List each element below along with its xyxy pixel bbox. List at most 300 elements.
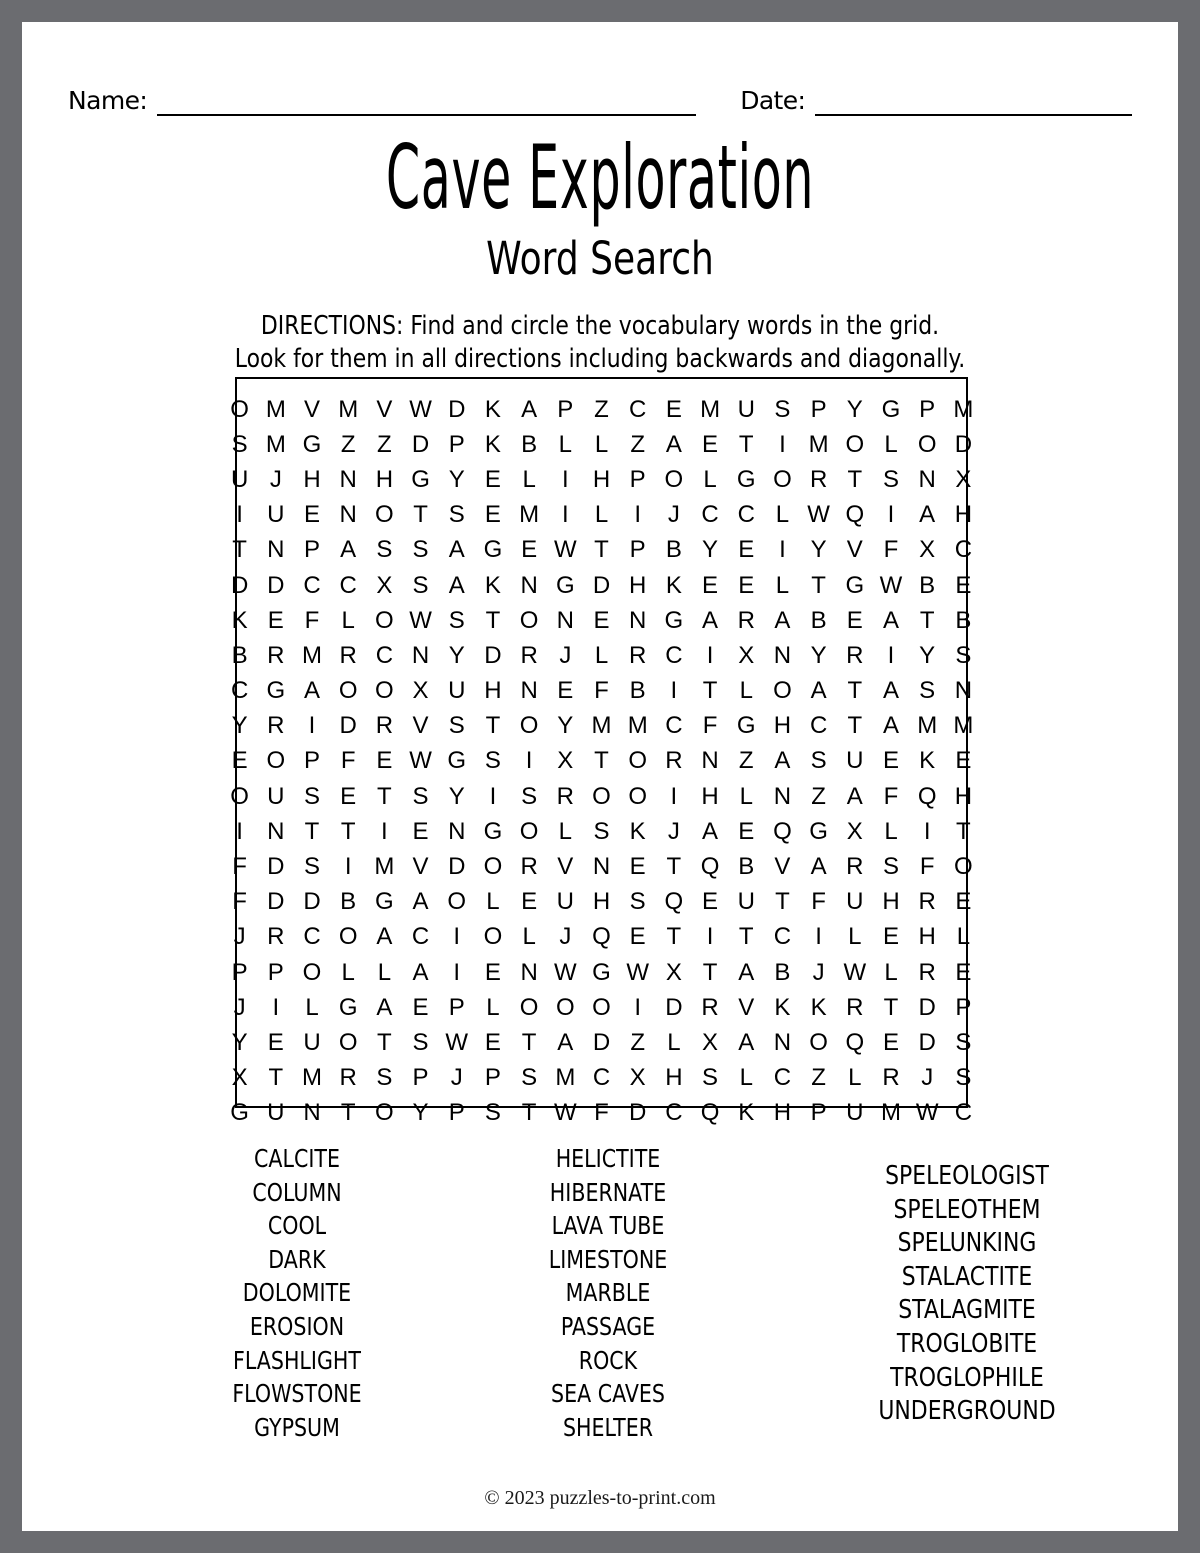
grid-cell[interactable]: X [557,747,574,775]
grid-cell[interactable]: K [665,571,682,599]
word-list-item[interactable]: SHELTER [562,1412,654,1442]
grid-cell[interactable]: N [918,465,936,493]
grid-cell[interactable]: S [521,782,538,810]
grid-cell[interactable]: H [773,712,792,740]
grid-cell[interactable]: O [845,430,865,458]
grid-cell[interactable]: H [375,465,394,493]
grid-cell[interactable]: L [341,606,355,634]
grid-cell[interactable]: A [448,571,465,599]
grid-cell[interactable]: L [377,958,392,986]
grid-cell[interactable]: S [412,1028,429,1056]
grid-cell[interactable]: A [702,606,719,634]
grid-cell[interactable]: I [525,747,533,775]
grid-cell[interactable]: O [809,1028,828,1056]
name-input-line[interactable] [157,114,696,116]
grid-cell[interactable]: O [230,782,249,810]
grid-cell[interactable]: B [521,430,538,458]
grid-cell[interactable]: T [304,817,320,845]
grid-cell[interactable]: K [629,817,646,845]
word-list-item[interactable]: DOLOMITE [242,1278,352,1308]
grid-cell[interactable]: G [483,536,503,564]
grid-cell[interactable]: W [553,958,577,986]
grid-cell[interactable]: I [236,817,243,845]
grid-cell[interactable]: O [628,782,648,810]
grid-cell[interactable]: S [448,501,465,529]
grid-cell[interactable]: A [774,747,791,775]
grid-cell[interactable]: E [882,1028,899,1056]
word-list-item[interactable]: SPELEOLOGIST [885,1161,1049,1191]
grid-cell[interactable]: N [411,641,430,669]
grid-cell[interactable]: E [702,430,719,458]
grid-cell[interactable]: P [267,958,284,986]
grid-cell[interactable]: R [267,641,285,669]
grid-cell[interactable]: N [629,606,647,634]
grid-cell[interactable]: U [556,888,574,916]
grid-cell[interactable]: S [882,853,899,881]
grid-cell[interactable]: V [738,993,755,1021]
grid-cell[interactable]: U [230,465,249,493]
grid-cell[interactable]: E [484,465,501,493]
grid-cell[interactable]: A [340,536,357,564]
grid-cell[interactable]: E [267,1028,284,1056]
grid-cell[interactable]: X [919,536,936,564]
grid-cell[interactable]: V [774,853,791,881]
grid-cell[interactable]: I [815,923,822,951]
grid-cell[interactable]: A [557,1028,574,1056]
grid-cell[interactable]: W [553,1099,577,1127]
grid-cell[interactable]: G [338,993,358,1021]
grid-cell[interactable]: Z [594,395,609,423]
grid-cell[interactable]: O [302,958,322,986]
grid-cell[interactable]: Y [231,1028,248,1056]
grid-cell[interactable]: P [810,395,827,423]
grid-cell[interactable]: A [919,501,936,529]
grid-cell[interactable]: A [376,923,393,951]
grid-cell[interactable]: T [702,677,718,705]
grid-cell[interactable]: J [450,1064,463,1092]
grid-cell[interactable]: L [703,465,717,493]
grid-cell[interactable]: L [775,501,790,529]
grid-cell[interactable]: H [701,782,719,810]
grid-cell[interactable]: C [701,501,719,529]
grid-cell[interactable]: L [594,430,609,458]
grid-cell[interactable]: A [738,1028,755,1056]
grid-cell[interactable]: S [448,606,465,634]
grid-cell[interactable]: W [409,395,432,423]
grid-cell[interactable]: O [917,430,937,458]
grid-cell[interactable]: O [773,465,792,493]
grid-cell[interactable]: R [267,712,285,740]
grid-cell[interactable]: A [702,817,719,845]
grid-cell[interactable]: E [882,747,899,775]
grid-cell[interactable]: W [843,958,867,986]
grid-cell[interactable]: W [626,958,650,986]
grid-cell[interactable]: C [592,1064,611,1092]
grid-cell[interactable]: T [485,606,501,634]
grid-cell[interactable]: L [739,1064,753,1092]
grid-cell[interactable]: R [556,782,574,810]
grid-cell[interactable]: Y [448,782,465,810]
grid-cell[interactable]: E [738,817,755,845]
grid-cell[interactable]: J [812,958,825,986]
grid-cell[interactable]: E [593,606,610,634]
grid-cell[interactable]: S [412,782,429,810]
grid-cell[interactable]: O [338,677,358,705]
grid-cell[interactable]: R [665,747,683,775]
grid-cell[interactable]: G [881,395,901,423]
grid-cell[interactable]: Q [664,888,684,916]
grid-cell[interactable]: M [265,430,286,458]
grid-cell[interactable]: T [847,712,863,740]
grid-cell[interactable]: A [846,782,863,810]
grid-cell[interactable]: R [375,712,394,740]
grid-cell[interactable]: D [592,571,611,599]
grid-cell[interactable]: S [484,1099,501,1127]
grid-cell[interactable]: M [338,395,359,423]
grid-cell[interactable]: X [846,817,863,845]
grid-cell[interactable]: B [955,606,972,634]
grid-cell[interactable]: Y [448,465,465,493]
grid-cell[interactable]: P [412,1064,429,1092]
grid-cell[interactable]: L [739,782,753,810]
grid-cell[interactable]: W [409,606,432,634]
grid-cell[interactable]: I [489,782,497,810]
grid-cell[interactable]: H [629,571,647,599]
grid-cell[interactable]: E [629,853,646,881]
grid-cell[interactable]: L [341,958,355,986]
grid-cell[interactable]: D [448,853,466,881]
grid-cell[interactable]: C [773,1064,792,1092]
grid-cell[interactable]: Z [811,1064,826,1092]
grid-cell[interactable]: T [847,465,863,493]
word-list-item[interactable]: TROGLOPHILE [890,1362,1044,1393]
grid-cell[interactable]: M [953,712,974,740]
grid-cell[interactable]: G [664,606,684,634]
grid-cell[interactable]: E [557,677,574,705]
grid-cell[interactable]: E [231,747,248,775]
grid-cell[interactable]: P [303,747,320,775]
grid-cell[interactable]: L [558,430,572,458]
grid-cell[interactable]: L [594,501,609,529]
word-list-item[interactable]: LIMESTONE [548,1244,668,1274]
grid-cell[interactable]: O [592,782,611,810]
grid-cell[interactable]: P [484,1064,501,1092]
grid-cell[interactable]: X [412,677,429,705]
grid-cell[interactable]: I [634,501,642,529]
grid-cell[interactable]: I [670,677,678,705]
grid-cell[interactable]: U [846,747,864,775]
word-list-item[interactable]: LAVA TUBE [551,1211,665,1241]
grid-cell[interactable]: M [302,641,322,669]
grid-cell[interactable]: K [484,571,501,599]
grid-cell[interactable]: S [376,1064,393,1092]
grid-cell[interactable]: S [810,747,827,775]
grid-cell[interactable]: S [702,1064,719,1092]
grid-cell[interactable]: S [629,888,646,916]
grid-cell[interactable]: P [919,395,936,423]
grid-cell[interactable]: U [267,1099,285,1127]
grid-cell[interactable]: I [779,536,786,564]
grid-cell[interactable]: I [453,958,461,986]
word-list-item[interactable]: MARBLE [565,1278,651,1308]
grid-cell[interactable]: V [557,853,574,881]
grid-cell[interactable]: O [664,465,684,493]
grid-cell[interactable]: Z [630,430,646,458]
grid-cell[interactable]: F [883,782,899,810]
grid-cell[interactable]: M [700,395,721,423]
grid-cell[interactable]: L [884,817,898,845]
grid-cell[interactable]: S [376,536,393,564]
grid-cell[interactable]: C [665,712,683,740]
grid-cell[interactable]: S [484,747,501,775]
grid-cell[interactable]: Q [845,501,865,529]
grid-cell[interactable]: T [232,536,247,564]
grid-cell[interactable]: L [739,677,753,705]
grid-cell[interactable]: Q [773,817,792,845]
grid-cell[interactable]: H [592,888,611,916]
grid-cell[interactable]: L [486,993,500,1021]
grid-cell[interactable]: M [808,430,829,458]
grid-cell[interactable]: L [884,958,898,986]
grid-cell[interactable]: J [233,923,246,951]
grid-cell[interactable]: R [846,853,864,881]
grid-cell[interactable]: A [412,888,429,916]
grid-cell[interactable]: F [594,677,609,705]
word-list-item[interactable]: SEA CAVES [551,1379,665,1409]
grid-cell[interactable]: S [412,571,429,599]
grid-cell[interactable]: J [667,817,680,845]
grid-cell[interactable]: U [846,1099,864,1127]
grid-cell[interactable]: L [848,923,862,951]
grid-cell[interactable]: T [847,677,863,705]
grid-cell[interactable]: K [919,747,936,775]
grid-cell[interactable]: V [303,395,320,423]
grid-cell[interactable]: N [520,571,538,599]
grid-cell[interactable]: Y [810,641,827,669]
grid-cell[interactable]: S [593,817,610,845]
grid-cell[interactable]: N [520,677,538,705]
grid-cell[interactable]: B [231,641,248,669]
grid-cell[interactable]: L [775,571,790,599]
grid-cell[interactable]: O [592,993,611,1021]
grid-cell[interactable]: D [448,395,466,423]
grid-cell[interactable]: R [520,641,538,669]
grid-cell[interactable]: G [230,1099,249,1127]
grid-cell[interactable]: R [701,993,719,1021]
grid-cell[interactable]: O [375,1099,394,1127]
grid-cell[interactable]: E [484,1028,501,1056]
grid-cell[interactable]: L [594,641,609,669]
grid-cell[interactable]: D [411,430,430,458]
grid-cell[interactable]: I [236,501,243,529]
grid-cell[interactable]: L [558,817,572,845]
grid-cell[interactable]: A [882,712,899,740]
grid-cell[interactable]: Y [412,1099,429,1127]
grid-cell[interactable]: H [954,501,973,529]
grid-cell[interactable]: M [374,853,395,881]
grid-cell[interactable]: O [628,747,648,775]
grid-cell[interactable]: O [447,888,467,916]
grid-cell[interactable]: R [737,606,755,634]
grid-cell[interactable]: K [231,606,248,634]
grid-cell[interactable]: H [954,782,973,810]
grid-cell[interactable]: G [736,465,756,493]
grid-cell[interactable]: D [267,571,285,599]
grid-cell[interactable]: M [265,395,286,423]
grid-cell[interactable]: O [483,853,503,881]
grid-cell[interactable]: J [233,993,246,1021]
grid-cell[interactable]: E [846,606,863,634]
grid-cell[interactable]: P [629,465,646,493]
grid-cell[interactable]: N [339,501,357,529]
grid-cell[interactable]: T [811,571,826,599]
grid-cell[interactable]: J [667,501,680,529]
grid-cell[interactable]: P [955,993,972,1021]
grid-cell[interactable]: S [303,782,320,810]
grid-cell[interactable]: T [775,888,790,916]
grid-cell[interactable]: Z [377,430,392,458]
word-list-item[interactable]: TROGLOBITE [896,1328,1038,1359]
grid-cell[interactable]: O [519,606,539,634]
grid-cell[interactable]: O [375,501,394,529]
grid-cell[interactable]: N [954,677,973,705]
grid-cell[interactable]: H [882,888,900,916]
grid-cell[interactable]: D [592,1028,611,1056]
grid-cell[interactable]: T [340,1099,356,1127]
grid-cell[interactable]: T [666,853,682,881]
grid-cell[interactable]: T [738,923,754,951]
word-list-item[interactable]: DARK [268,1244,326,1274]
grid-cell[interactable]: E [340,782,357,810]
grid-cell[interactable]: E [955,888,972,916]
grid-cell[interactable]: I [381,817,388,845]
grid-cell[interactable]: C [339,571,357,599]
grid-cell[interactable]: X [231,1064,248,1092]
grid-cell[interactable]: N [773,1028,792,1056]
grid-cell[interactable]: R [918,958,936,986]
grid-cell[interactable]: G [592,958,611,986]
grid-cell[interactable]: D [303,888,321,916]
grid-cell[interactable]: C [303,571,321,599]
grid-cell[interactable]: B [919,571,936,599]
grid-cell[interactable]: I [453,923,461,951]
grid-cell[interactable]: C [303,923,321,951]
grid-cell[interactable]: R [846,993,864,1021]
grid-cell[interactable]: B [810,606,827,634]
grid-cell[interactable]: E [629,923,646,951]
grid-cell[interactable]: F [232,888,247,916]
grid-cell[interactable]: N [773,641,792,669]
grid-cell[interactable]: T [268,1064,284,1092]
grid-cell[interactable]: S [955,1064,972,1092]
grid-cell[interactable]: S [448,712,465,740]
grid-cell[interactable]: O [555,993,575,1021]
grid-cell[interactable]: L [848,1064,862,1092]
grid-cell[interactable]: N [520,958,538,986]
grid-cell[interactable]: T [413,501,428,529]
grid-cell[interactable]: N [701,747,719,775]
date-input-line[interactable] [815,114,1132,116]
grid-cell[interactable]: V [376,395,393,423]
grid-cell[interactable]: E [267,606,284,634]
grid-cell[interactable]: F [340,747,356,775]
grid-cell[interactable]: C [809,712,828,740]
grid-cell[interactable]: H [303,465,321,493]
grid-cell[interactable]: Y [231,712,248,740]
word-list-item[interactable]: HIBERNATE [549,1177,667,1207]
grid-cell[interactable]: O [338,1028,358,1056]
grid-cell[interactable]: W [445,1028,469,1056]
grid-cell[interactable]: X [629,1064,646,1092]
grid-cell[interactable]: H [484,677,502,705]
grid-cell[interactable]: U [846,888,864,916]
grid-cell[interactable]: T [919,606,935,634]
grid-cell[interactable]: H [592,465,611,493]
grid-cell[interactable]: R [339,641,357,669]
grid-cell[interactable]: F [304,606,320,634]
word-list-item[interactable]: EROSION [249,1311,345,1341]
grid-cell[interactable]: Q [592,923,611,951]
grid-cell[interactable]: O [519,817,539,845]
grid-cell[interactable]: W [915,1099,939,1127]
grid-cell[interactable]: K [738,1099,755,1127]
grid-cell[interactable]: A [448,536,465,564]
grid-cell[interactable]: O [773,677,792,705]
grid-cell[interactable]: O [266,747,286,775]
grid-cell[interactable]: O [483,923,503,951]
grid-cell[interactable]: O [230,395,249,423]
grid-cell[interactable]: S [303,853,320,881]
grid-cell[interactable]: I [887,641,895,669]
grid-cell[interactable]: F [883,536,899,564]
grid-cell[interactable]: X [376,571,393,599]
grid-cell[interactable]: D [665,993,683,1021]
grid-cell[interactable]: J [559,923,572,951]
grid-cell[interactable]: N [448,817,466,845]
grid-cell[interactable]: M [591,712,612,740]
grid-cell[interactable]: A [412,958,429,986]
grid-cell[interactable]: U [267,501,285,529]
grid-cell[interactable]: R [520,853,538,881]
grid-cell[interactable]: A [376,993,393,1021]
grid-cell[interactable]: D [629,1099,647,1127]
grid-cell[interactable]: V [412,853,429,881]
grid-cell[interactable]: E [484,501,501,529]
grid-cell[interactable]: L [884,430,898,458]
grid-cell[interactable]: C [629,395,647,423]
grid-cell[interactable]: N [267,817,285,845]
grid-cell[interactable]: Z [811,782,826,810]
grid-cell[interactable]: P [810,1099,827,1127]
grid-cell[interactable]: Q [845,1028,865,1056]
grid-cell[interactable]: T [883,993,899,1021]
grid-cell[interactable]: I [561,465,569,493]
grid-cell[interactable]: D [339,712,357,740]
grid-cell[interactable]: T [521,1028,537,1056]
grid-cell[interactable]: Q [700,853,720,881]
grid-cell[interactable]: C [773,923,792,951]
word-list-item[interactable]: CALCITE [254,1144,340,1173]
word-list-item[interactable]: STALAGMITE [898,1295,1036,1326]
grid-cell[interactable]: O [519,993,539,1021]
grid-cell[interactable]: B [629,677,646,705]
grid-cell[interactable]: G [736,712,756,740]
grid-cell[interactable]: M [953,395,974,423]
grid-cell[interactable]: R [339,1064,357,1092]
grid-cell[interactable]: K [810,993,827,1021]
grid-cell[interactable]: T [521,1099,537,1127]
grid-cell[interactable]: C [230,677,249,705]
